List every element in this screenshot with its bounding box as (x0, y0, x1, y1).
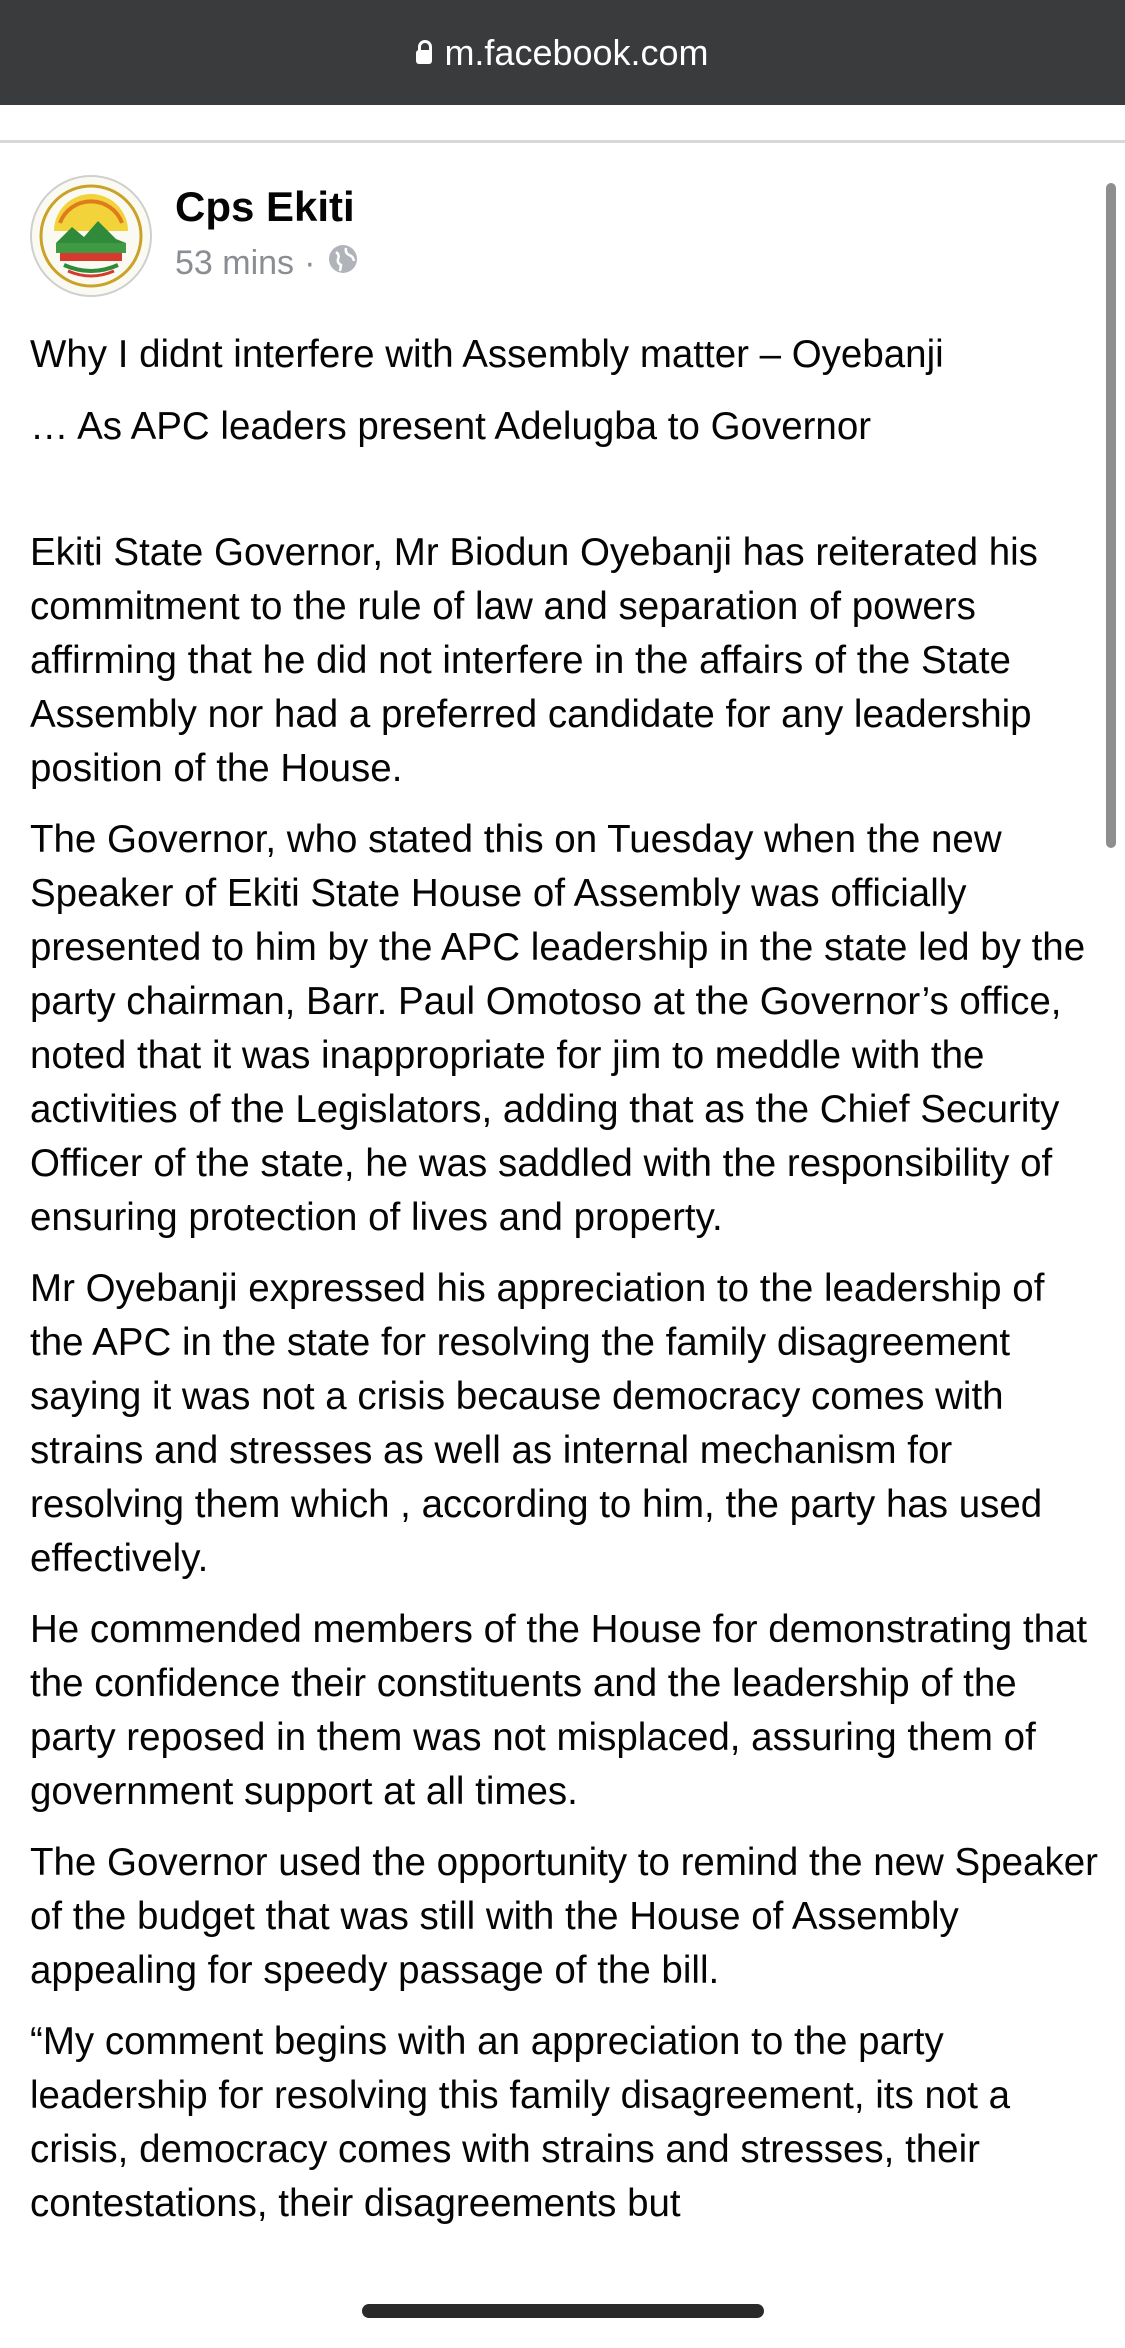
page-scrollbar[interactable] (1106, 183, 1116, 848)
post-time[interactable]: 53 mins (175, 244, 295, 282)
post-subheadline: … As APC leaders present Adelugba to Governor (30, 405, 872, 448)
post-meta (175, 243, 359, 284)
post-author-name[interactable]: Cps Ekiti (175, 183, 355, 230)
meta-separator: · (304, 244, 316, 282)
post-headline: Why I didnt interfere with Assembly matter – Oyebanji (30, 333, 944, 376)
avatar[interactable] (30, 175, 152, 297)
post-body (30, 328, 1105, 2248)
home-indicator[interactable] (362, 2304, 764, 2318)
post-paragraph: The Governor, who stated this on Tuesday when the new Speaker of Ekiti State House of Assembly was officially presented to him by the APC leadership in the state led by the party chairman, Barr. Paul Omotoso at the Governor’s office, noted that it was inappropriate for jim to meddle with the activities of the Legislators, adding that as the Chief Security Officer of the state, he was saddled with the responsibility of ensuring protection of lives and property. (30, 818, 1086, 1239)
globe-icon (327, 243, 359, 284)
ekiti-logo-icon (32, 177, 150, 295)
facebook-post (0, 143, 1125, 2348)
post-paragraph: The Governor used the opportunity to remind the new Speaker of the budget that was still with the House of Assembly appealing for speedy passage of the bill. (30, 1841, 1098, 1992)
url-text[interactable]: m.facebook.com (444, 31, 709, 73)
post-paragraph: He commended members of the House for demonstrating that the confidence their constituents and the leadership of the party reposed in them was not misplaced, assuring them of government support at all times. (30, 1608, 1088, 1813)
post-header (30, 175, 1030, 295)
lock-icon (416, 50, 432, 64)
browser-address-bar[interactable] (0, 0, 1125, 105)
post-paragraph: Mr Oyebanji expressed his appreciation to the leadership of the APC in the state for resolving the family disagreement saying it was not a crisis because democracy comes with strains and stresses as well as internal mechanism for resolving them which , according to him, the party has used effectively. (30, 1267, 1045, 1580)
post-paragraph: Ekiti State Governor, Mr Biodun Oyebanji has reiterated his commitment to the rule of law and separation of powers affirming that he did not interfere in the affairs of the State Assembly nor had a preferred candidate for any leadership position of the House. (30, 531, 1038, 790)
post-paragraph: “My comment begins with an appreciation to the party leadership for resolving this family disagreement, its not a crisis, democracy comes with strains and stresses, their contestations, their disagreements but (30, 2020, 1011, 2225)
